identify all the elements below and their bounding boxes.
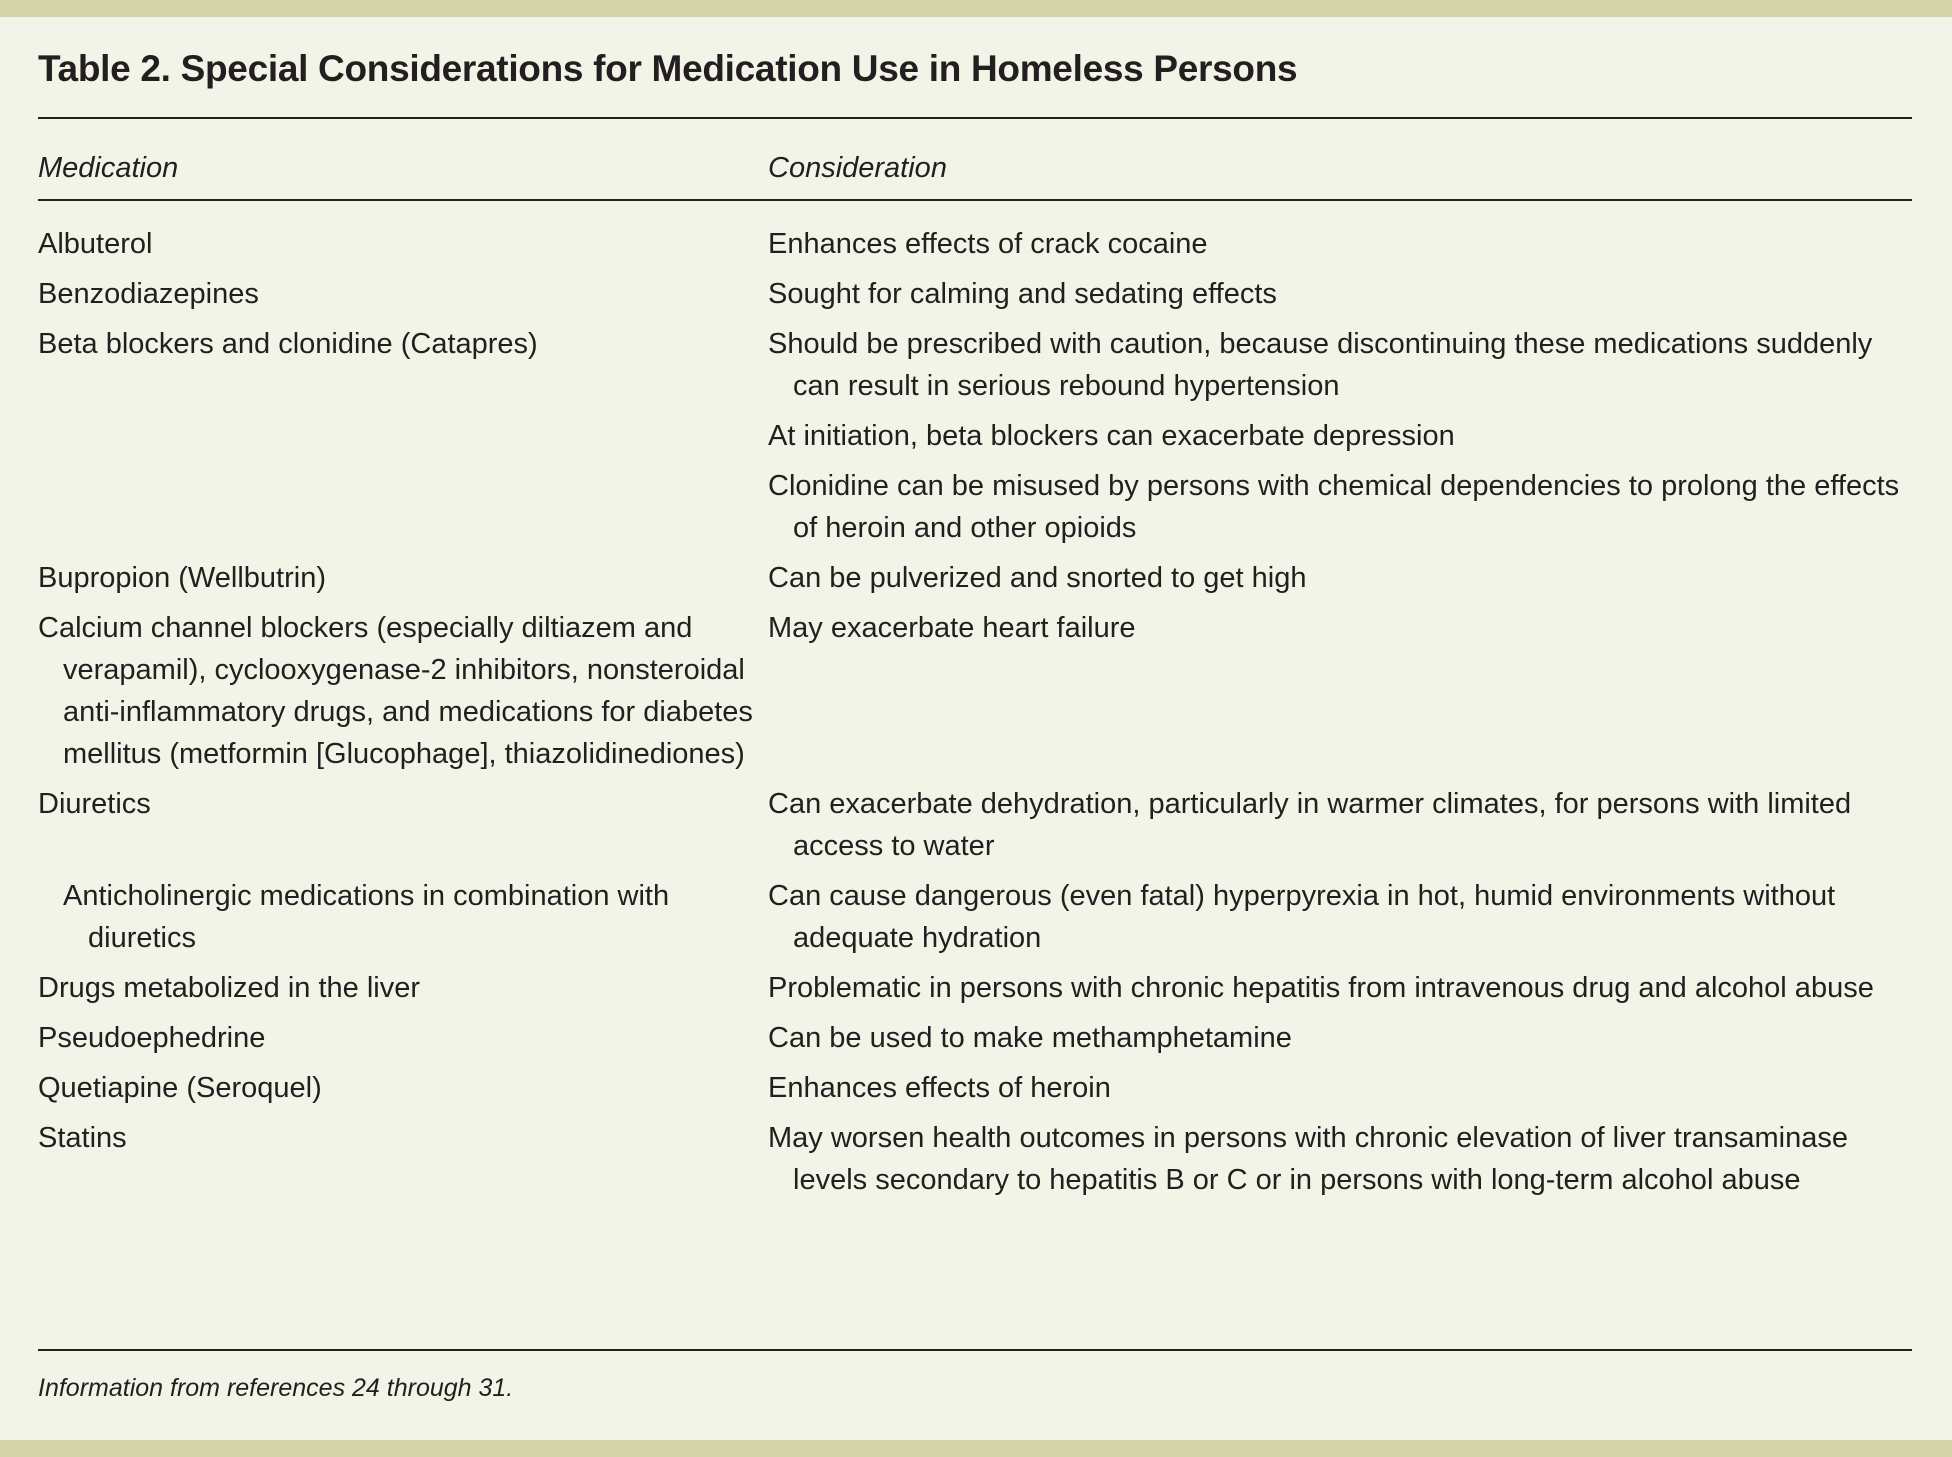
table-row xyxy=(38,607,1912,775)
table-row xyxy=(38,1067,1912,1109)
table-row xyxy=(38,783,1912,867)
consideration-text: At initiation, beta blockers can exacerbate depression xyxy=(768,420,1455,452)
medication-cell: Bupropion (Wellbutrin) xyxy=(38,562,326,594)
consideration-cell xyxy=(768,273,1912,315)
top-border-band xyxy=(0,0,1952,17)
consideration-text: Enhances effects of heroin xyxy=(768,1072,1111,1104)
table-row xyxy=(38,273,1912,315)
table-row xyxy=(38,323,1912,549)
medication-cell: Quetiapine (Seroquel) xyxy=(38,1072,322,1104)
consideration-cell xyxy=(768,1067,1912,1109)
consideration-cell xyxy=(768,967,1912,1009)
consideration-text: Can be pulverized and snorted to get high xyxy=(768,562,1307,594)
column-header-medication: Medication xyxy=(38,152,179,184)
consideration-cell xyxy=(768,557,1912,599)
header-divider xyxy=(38,199,1912,201)
consideration-text: Problematic in persons with chronic hepatitis from intravenous drug and alcohol abuse xyxy=(768,972,1874,1004)
consideration-cell xyxy=(768,783,1912,867)
table-body xyxy=(38,223,1912,1209)
medication-cell: Albuterol xyxy=(38,228,153,260)
medication-cell: Pseudoephedrine xyxy=(38,1022,266,1054)
table-title: Table 2. Special Considerations for Medication Use in Homeless Persons xyxy=(38,48,1298,89)
consideration-cell xyxy=(768,323,1912,549)
consideration-cell xyxy=(768,1017,1912,1059)
medication-cell: Benzodiazepines xyxy=(38,278,259,310)
consideration-text: May exacerbate heart failure xyxy=(768,612,1136,644)
table-row xyxy=(38,967,1912,1009)
table-row xyxy=(38,875,1912,959)
table-bottom-rule xyxy=(38,1349,1912,1351)
table-row xyxy=(38,1017,1912,1059)
footnote: Information from references 24 through 31. xyxy=(38,1374,514,1402)
medication-cell: Calcium channel blockers (especially diltiazem and verapamil), cyclooxygenase-2 inhibitors, nonsteroidal anti-inflammatory drugs, and medications for diabetes mellitus (metformin [Glucophage], thiazolidinediones) xyxy=(38,612,753,770)
consideration-cell xyxy=(768,875,1912,959)
medication-cell: Anticholinergic medications in combination with diuretics xyxy=(63,880,670,954)
medication-cell: Beta blockers and clonidine (Catapres) xyxy=(38,328,538,360)
medication-cell: Drugs metabolized in the liver xyxy=(38,972,421,1004)
consideration-text: Clonidine can be misused by persons with chemical dependencies to prolong the effects of heroin and other opioids xyxy=(768,470,1900,544)
consideration-text: Can be used to make methamphetamine xyxy=(768,1022,1292,1054)
consideration-text: Can cause dangerous (even fatal) hyperpyrexia in hot, humid environments without adequate hydration xyxy=(768,880,1836,954)
medication-cell: Diuretics xyxy=(38,788,151,820)
consideration-text: Enhances effects of crack cocaine xyxy=(768,228,1208,260)
title-divider xyxy=(38,117,1912,119)
table-row xyxy=(38,223,1912,265)
consideration-cell xyxy=(768,1117,1912,1201)
bottom-border-band xyxy=(0,1440,1952,1457)
consideration-text: Can exacerbate dehydration, particularly in warmer climates, for persons with limited access to water xyxy=(768,788,1852,862)
column-header-consideration: Consideration xyxy=(768,152,947,184)
consideration-text: Sought for calming and sedating effects xyxy=(768,278,1277,310)
consideration-cell xyxy=(768,607,1912,775)
consideration-text: May worsen health outcomes in persons with chronic elevation of liver transaminase levels secondary to hepatitis B or C or in persons with long-term alcohol abuse xyxy=(768,1122,1848,1196)
table-row xyxy=(38,1117,1912,1201)
consideration-cell xyxy=(768,223,1912,265)
consideration-text: Should be prescribed with caution, because discontinuing these medications suddenly can result in serious rebound hypertension xyxy=(768,328,1873,402)
medication-cell: Statins xyxy=(38,1122,127,1154)
table-row xyxy=(38,557,1912,599)
